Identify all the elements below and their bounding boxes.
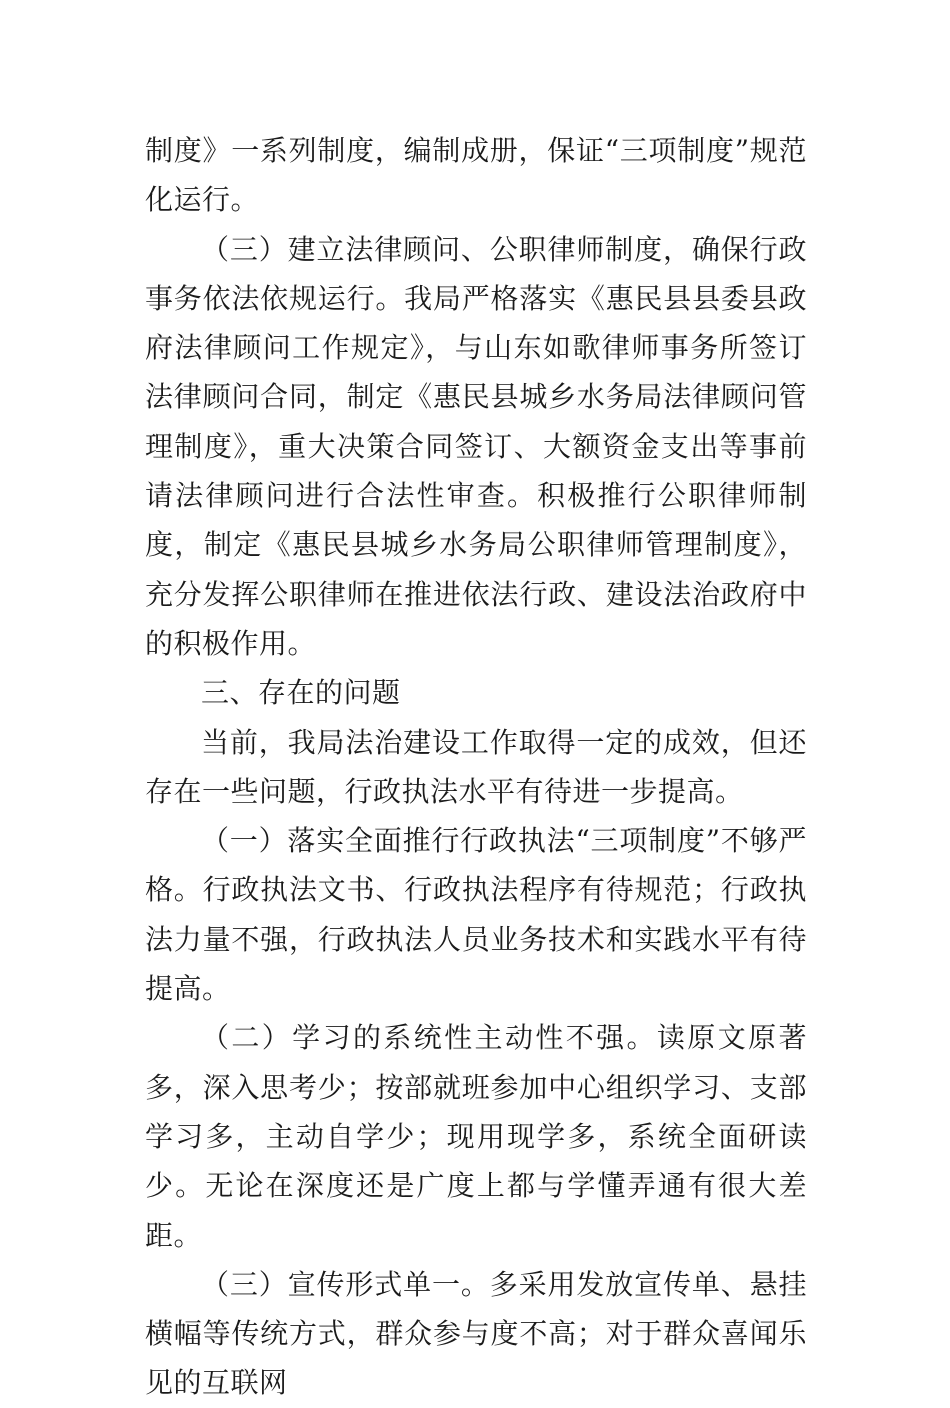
document-body xyxy=(145,126,807,1408)
section-heading-problems: 三、存在的问题 xyxy=(201,676,401,710)
paragraph-legal-advisor: （三）建立法律顾问、公职律师制度，确保行政事务依法依规运行。我局严格落实《惠民县县委县政府法律顾问工作规定》，与山东如歌律师事务所签订法律顾问合同，制定《惠民县城乡水务局法律顾问管理制度》，重大决策合同签订、大额资金支出等事前请法律顾问进行合法性审查。积极推行公职律师制度，制定《惠民县城乡水务局公职律师管理制度》，充分发挥公职律师在推进依法行政、建设法治政府中的积极作用。 xyxy=(145,232,807,660)
paragraph-problem-three: （三）宣传形式单一。多采用发放宣传单、悬挂横幅等传统方式，群众参与度不高；对于群众喜闻乐见的互联网 xyxy=(145,1267,807,1400)
paragraph-problem-two: （二）学习的系统性主动性不强。读原文原著多，深入思考少；按部就班参加中心组织学习、支部学习多，主动自学少；现用现学多，系统全面研读少。无论在深度还是广度上都与学懂弄通有很大差距。 xyxy=(145,1021,807,1252)
paragraph-problem-one: （一）落实全面推行行政执法“三项制度”不够严格。行政执法文书、行政执法程序有待规范；行政执法力量不强，行政执法人员业务技术和实践水平有待提高。 xyxy=(145,824,807,1006)
paragraph-continuation: 制度》一系列制度，编制成册，保证“三项制度”规范化运行。 xyxy=(145,134,807,217)
paragraph-problems-intro: 当前，我局法治建设工作取得一定的成效，但还存在一些问题，行政执法水平有待进一步提高。 xyxy=(145,725,807,808)
